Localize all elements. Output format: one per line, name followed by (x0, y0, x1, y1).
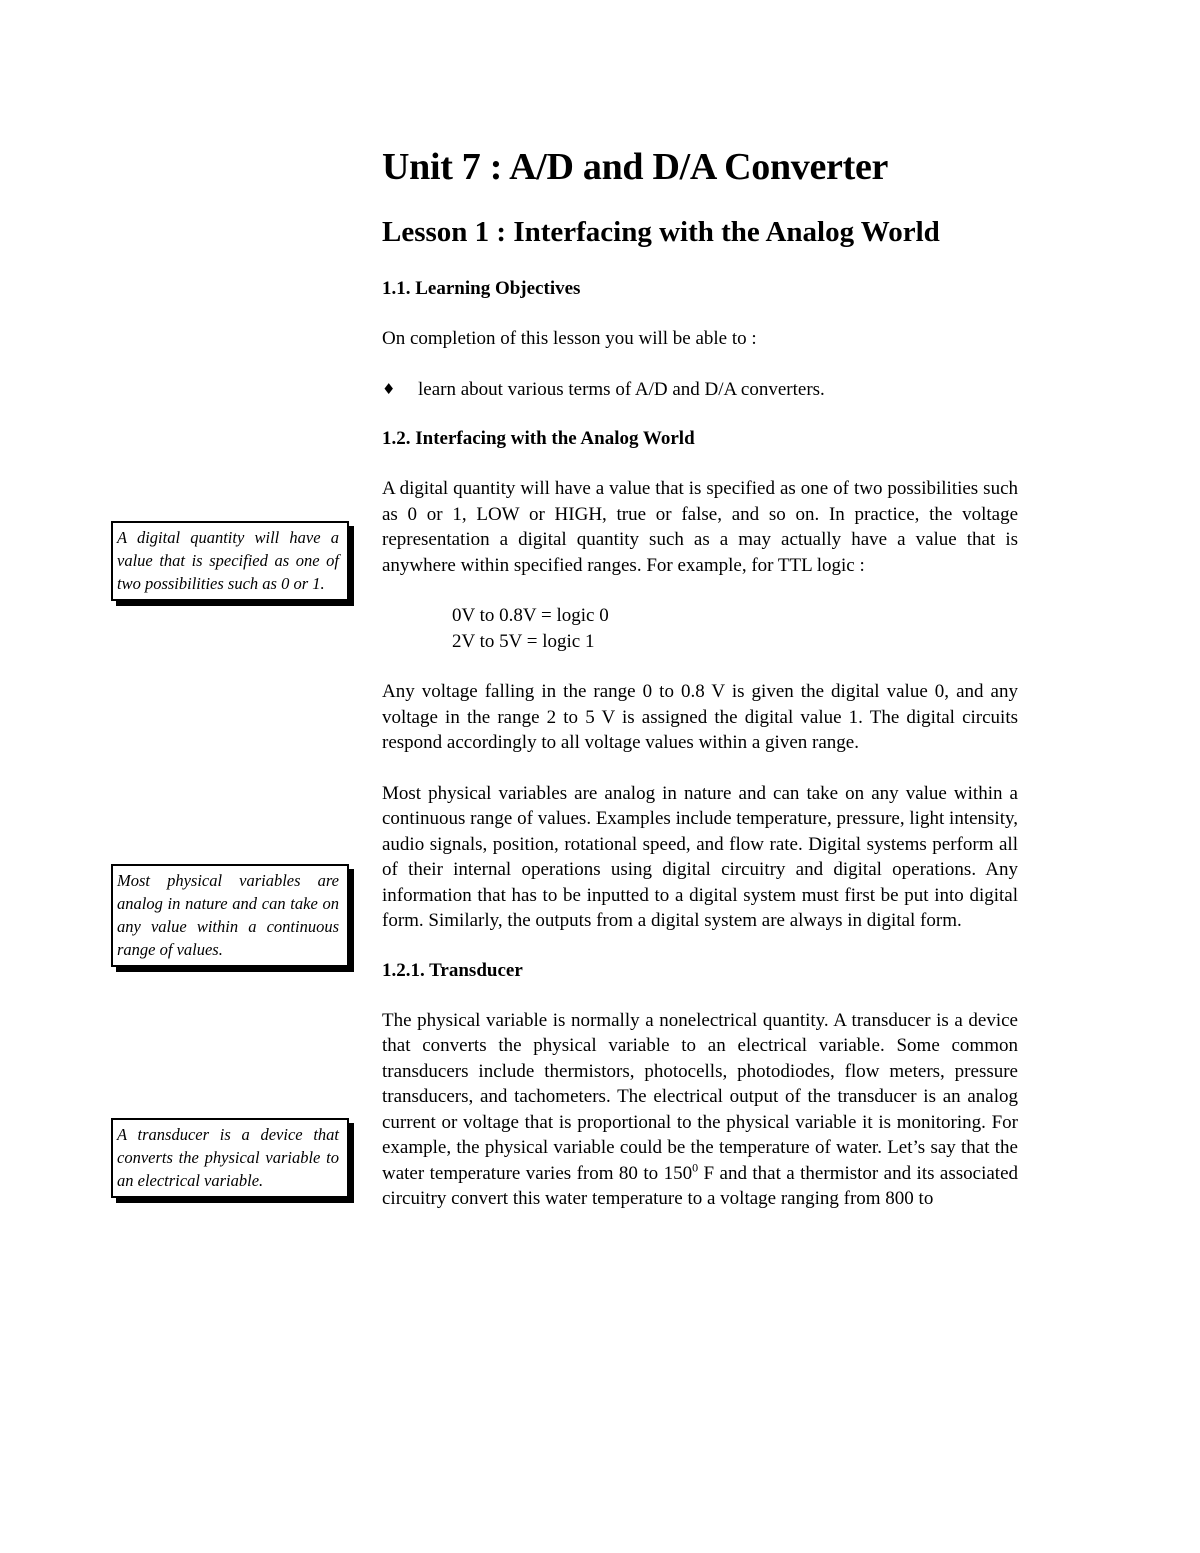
paragraph-voltage-ranges: Any voltage falling in the range 0 to 0.8 V is given the digital value 0, and any voltage in the range 2 to 5 V is assigned the digital value 1. The digital circuits respond accordingly to all voltage values within a given range. (382, 681, 1018, 753)
diamond-bullet-icon: ♦ (382, 379, 396, 398)
objectives-intro: On completion of this lesson you will be able to : (382, 328, 757, 349)
degree-superscript: 0 (692, 1160, 699, 1175)
objective-bullet-item (382, 377, 1018, 403)
sidenote-transducer: A transducer is a device that converts the physical variable to an electrical variable. (111, 1118, 349, 1198)
paragraph-transducer (382, 1008, 1018, 1212)
section-heading-learning-objectives: 1.1. Learning Objectives (382, 278, 581, 299)
logic-level-line: 2V to 5V = logic 1 (452, 630, 595, 652)
transducer-text-part-2: F and that a thermistor and its associated circuitry convert this water temperature to a voltage ranging from 800 to (382, 1162, 1018, 1209)
sidenote-physical-variables: Most physical variables are analog in nature and can take on any value within a continuous range of values. (111, 864, 349, 967)
section-heading-transducer: 1.2.1. Transducer (382, 959, 523, 981)
main-content (382, 145, 1018, 1237)
sidenote-digital-quantity: A digital quantity will have a value that is specified as one of two possibilities such as 0 or 1. (111, 521, 349, 601)
ttl-logic-levels (452, 603, 1018, 654)
paragraph-physical-variables: Most physical variables are analog in nature and can take on any value within a continuous range of values. Examples include temperature, pressure, light intensity, audio signals, position, rotational speed, and flow rate. Digital systems perform all of their internal operations using digital circuitry and digital operations. Any information that has to be inputted to a digital system must first be put into digital form. Similarly, the outputs from a digital system are always in digital form. (382, 782, 1018, 931)
objective-bullet-text: learn about various terms of A/D and D/A converters. (418, 378, 825, 400)
section-heading-interfacing: 1.2. Interfacing with the Analog World (382, 428, 695, 449)
paragraph-digital-quantity: A digital quantity will have a value that is specified as one of two possibilities such as 0 or 1, LOW or HIGH, true or false, and so on. In practice, the voltage representation a digital quantity such as a may actually have a value that is anywhere within specified ranges. For example, for TTL logic : (382, 478, 1018, 576)
lesson-title: Lesson 1 : Interfacing with the Analog World (382, 216, 940, 248)
logic-level-line: 0V to 0.8V = logic 0 (452, 605, 609, 626)
unit-title: Unit 7 : A/D and D/A Converter (382, 146, 889, 188)
transducer-text-part-1: The physical variable is normally a nonelectrical quantity. A transducer is a device that converts the physical variable to an electrical variable. Some common transducers include thermistors, photocells, photodiodes, flow meters, pressure transducers, and tachometers. The electrical output of the transducer is an analog current or voltage that is proportional to the physical variable it is monitoring. For example, the physical variable could be the temperature of water. Let’s say that the water temperature varies from 80 to 150 (382, 1009, 1018, 1184)
